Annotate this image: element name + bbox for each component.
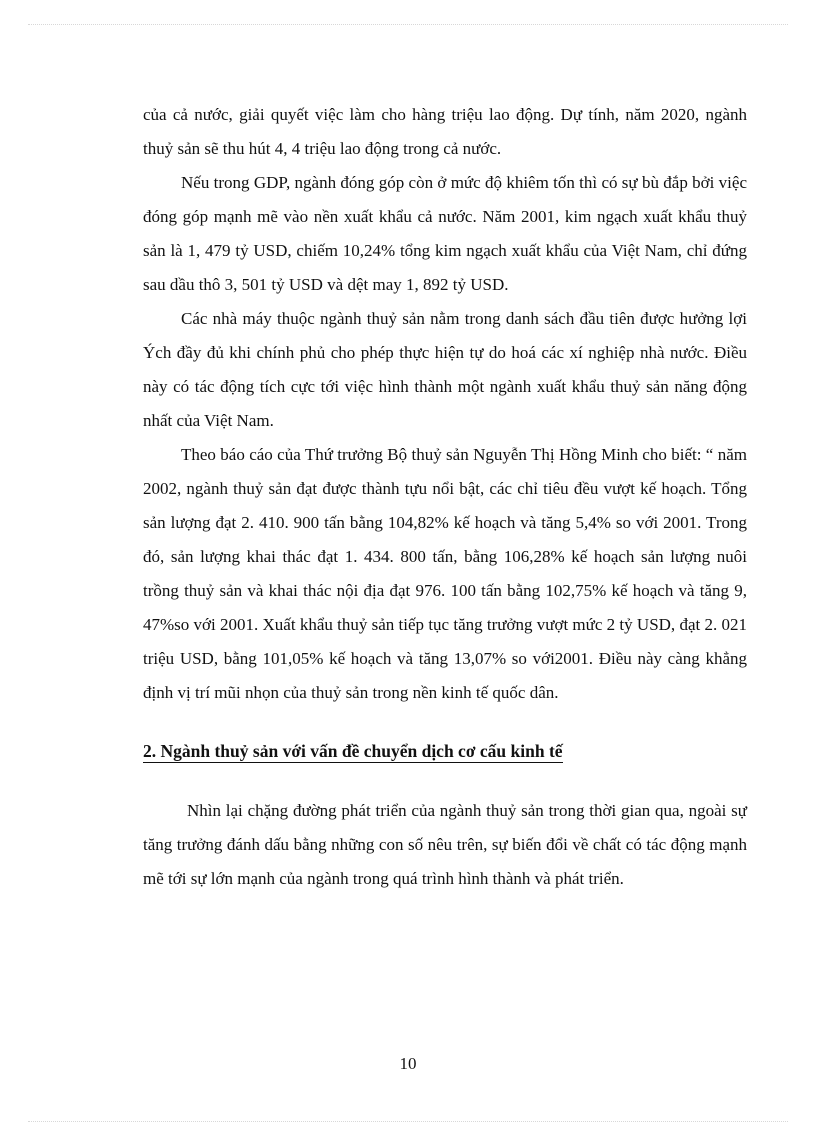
section-heading-text: 2. Ngành thuỷ sản với vấn đề chuyển dịch cơ cấu kinh tế	[143, 741, 563, 761]
paragraph-3: Các nhà máy thuộc ngành thuỷ sản nằm trong danh sách đầu tiên được hưởng lợi Ých đầy đủ khi chính phủ cho phép thực hiện tự do hoá các xí nghiệp nhà nước. Điều này có tác động tích cực tới việc hình thành một ngành xuất khẩu thuỷ sản năng động nhất của Việt Nam.	[143, 309, 747, 430]
paragraph-4: Theo báo cáo của Thứ trưởng Bộ thuỷ sản Nguyễn Thị Hồng Minh cho biết: “ năm 2002, ngành thuỷ sản đạt được thành tựu nổi bật, các chỉ tiêu đều vượt kế hoạch. Tổng sản lượng đạt 2. 410. 900 tấn bằng 104,82% kế hoạch và tăng 5,4% so với 2001. Trong đó, sản lượng khai thác đạt 1. 434. 800 tấn, bằng 106,28% kế hoạch sản lượng nuôi trồng thuỷ sản và khai thác nội địa đạt 976. 100 tấn bằng 102,75% kế hoạch và tăng 9, 47%so với 2001. Xuất khẩu thuỷ sản tiếp tục tăng trưởng vượt mức 2 tỷ USD, đạt 2. 021 triệu USD, bằng 101,05% kế hoạch và tăng 13,07% so với2001. Điều này càng khẳng định vị trí mũi nhọn của thuỷ sản trong nền kinh tế quốc dân.	[143, 445, 747, 702]
paragraph-5: Nhìn lại chặng đường phát triển của ngành thuỷ sản trong thời gian qua, ngoài sự tăng trưởng đánh dấu bằng những con số nêu trên, sự biến đổi về chất có tác động mạnh mẽ tới sự lớn mạnh của ngành trong quá trình hình thành và phát triển.	[143, 801, 747, 888]
document-body	[143, 98, 747, 896]
paragraph-1: của cả nước, giải quyết việc làm cho hàng triệu lao động. Dự tính, năm 2020, ngành thuỷ sản sẽ thu hút 4, 4 triệu lao động trong cả nước.	[143, 105, 747, 158]
page-number: 10	[399, 1054, 417, 1073]
paragraph-2: Nếu trong GDP, ngành đóng góp còn ở mức độ khiêm tốn thì có sự bù đắp bởi việc đóng góp mạnh mẽ vào nền xuất khẩu cả nước. Năm 2001, kim ngạch xuất khẩu thuỷ sản là 1, 479 tỷ USD, chiếm 10,24% tổng kim ngạch xuất khẩu của Việt Nam, chỉ đứng sau dầu thô 3, 501 tỷ USD và dệt may 1, 892 tỷ USD.	[143, 173, 747, 294]
section-heading	[143, 732, 747, 770]
